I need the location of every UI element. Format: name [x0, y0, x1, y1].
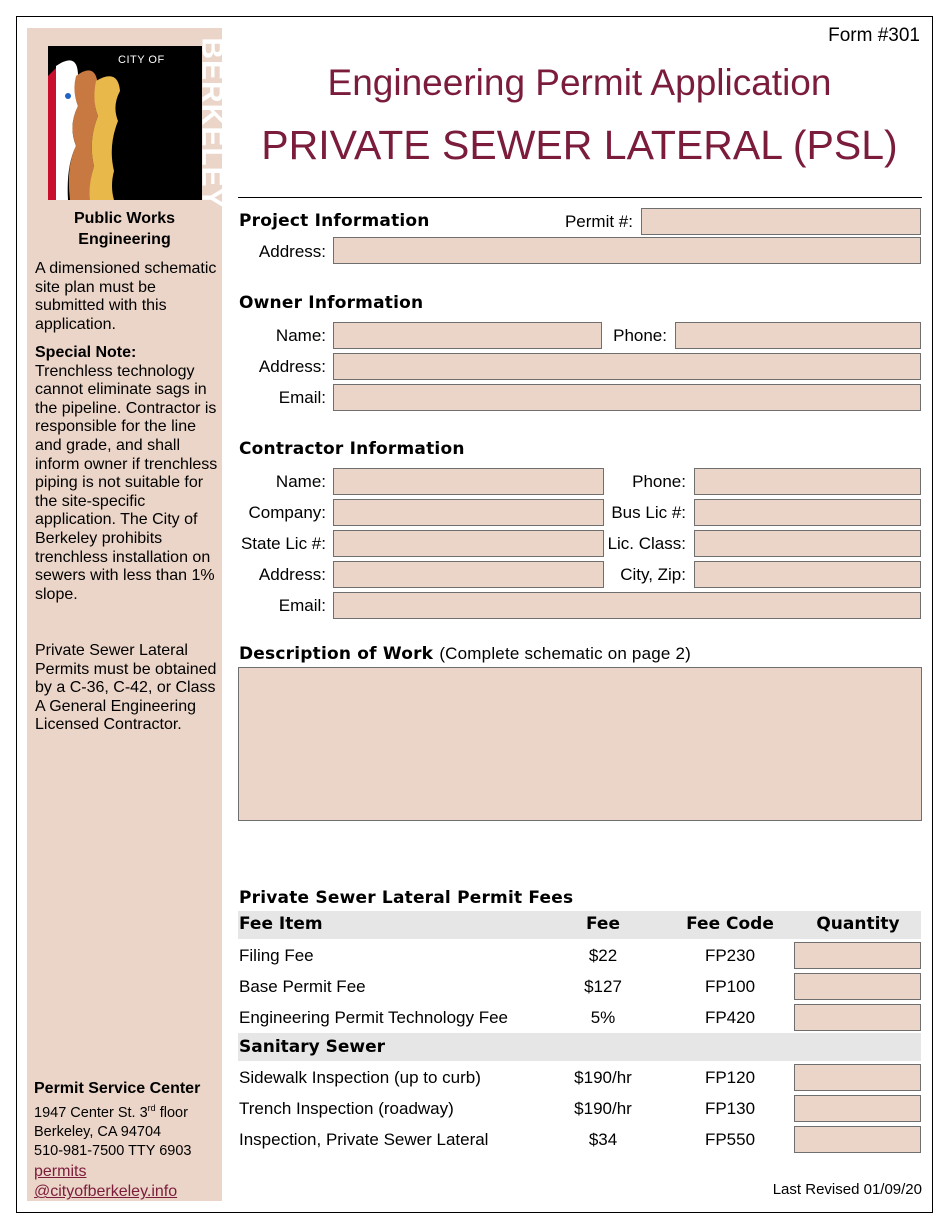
fee-row-code: FP120 — [704, 1068, 756, 1087]
permit-number-field[interactable] — [641, 208, 921, 235]
owner-email-field[interactable] — [333, 384, 921, 411]
division-name: Engineering — [78, 231, 171, 248]
fee-row-code: FP550 — [704, 1130, 756, 1149]
city-zip-field[interactable] — [694, 561, 921, 588]
lic-class-field[interactable] — [694, 530, 921, 557]
col-fee-item: Fee Item — [239, 914, 323, 934]
form-number: Form #301 — [828, 25, 920, 46]
company-label: Company: — [248, 503, 326, 522]
sidebar — [27, 28, 222, 1201]
quantity-field-fp120[interactable] — [794, 1064, 921, 1091]
fee-row-code: FP130 — [704, 1099, 756, 1118]
contractor-phone-label: Phone: — [632, 472, 686, 491]
contractor-email-label: Email: — [278, 596, 326, 615]
quantity-field-fp130[interactable] — [794, 1095, 921, 1122]
psc-email-link[interactable]: permits @cityofberkeley.info — [34, 1162, 178, 1201]
col-quantity: Quantity — [816, 914, 900, 934]
psc-city: Berkeley, CA 94704 — [34, 1123, 162, 1140]
fee-row-item: Inspection, Private Sewer Lateral — [239, 1130, 489, 1149]
fee-row-item: Sidewalk Inspection (up to curb) — [239, 1068, 481, 1087]
bus-lic-field[interactable] — [694, 499, 921, 526]
quantity-field-fp420[interactable] — [794, 1004, 921, 1031]
owner-name-field[interactable] — [333, 322, 602, 349]
owner-email-label: Email: — [278, 388, 326, 407]
state-lic-label: State Lic #: — [240, 534, 326, 553]
description-heading — [239, 644, 691, 664]
description-title: Description of Work — [239, 644, 434, 664]
owner-address-label: Address: — [258, 357, 326, 376]
col-fee: Fee — [586, 914, 620, 934]
page-title: Engineering Permit Application — [327, 62, 832, 103]
fee-row-code: FP230 — [704, 946, 756, 965]
sanitary-sewer-heading: Sanitary Sewer — [239, 1037, 386, 1057]
fee-row-code: FP420 — [704, 1008, 756, 1027]
project-info-heading: Project Information — [239, 211, 430, 231]
special-note-text: Trenchless technology cannot eliminate sags in the pipeline. Contractor is responsible for the line and grade, and shall inform owner if trenchless piping is not suitable for the site-specific application. The City of Berkeley prohibits trenchless installation on sewers with less than 1% slope. — [35, 362, 218, 603]
quantity-field-fp550[interactable] — [794, 1126, 921, 1153]
fee-row-item: Trench Inspection (roadway) — [239, 1099, 454, 1118]
permit-number-label: Permit #: — [564, 212, 633, 231]
contractor-info-heading: Contractor Information — [239, 439, 465, 459]
bus-lic-label: Bus Lic #: — [611, 503, 686, 522]
logo-faces-graphic — [48, 46, 202, 200]
contractor-requirement-note: Private Sewer Lateral Permits must be obtained by a C-36, C-42, or Class A General Engineering Licensed Contractor. — [35, 642, 217, 734]
fee-row-fee: $34 — [588, 1130, 618, 1149]
fee-row-item: Base Permit Fee — [239, 977, 366, 996]
contractor-phone-field[interactable] — [694, 468, 921, 495]
logo-city-of: CITY OF — [118, 54, 165, 66]
fee-row-fee: 5% — [590, 1008, 616, 1027]
last-revised: Last Revised 01/09/20 — [772, 1181, 922, 1198]
lic-class-label: Lic. Class: — [607, 534, 686, 553]
owner-name-label: Name: — [275, 326, 326, 345]
description-textarea[interactable] — [238, 667, 922, 821]
psc-address: 1947 Center St. 3rd floor — [34, 1102, 188, 1121]
city-logo — [48, 37, 229, 209]
contractor-address-label: Address: — [258, 565, 326, 584]
department-name: Public Works — [73, 210, 176, 227]
special-note-label: Special Note: — [35, 344, 137, 361]
fee-row-fee: $190/hr — [574, 1068, 632, 1087]
owner-phone-label: Phone: — [613, 326, 667, 345]
contractor-address-field[interactable] — [333, 561, 604, 588]
col-fee-code: Fee Code — [686, 914, 774, 934]
contractor-email-field[interactable] — [333, 592, 921, 619]
fee-row-fee: $22 — [588, 946, 618, 965]
permit-service-center — [34, 1079, 224, 1203]
quantity-field-fp230[interactable] — [794, 942, 921, 969]
header-divider — [238, 197, 922, 198]
project-address-field[interactable] — [333, 237, 921, 264]
contractor-name-field[interactable] — [333, 468, 604, 495]
quantity-field-fp100[interactable] — [794, 973, 921, 1000]
site-plan-note: A dimensioned schematic site plan must be submitted with this application. — [35, 260, 217, 333]
logo-berkeley: BERKELEY — [195, 37, 229, 209]
company-field[interactable] — [333, 499, 604, 526]
fee-row-item: Filing Fee — [239, 946, 314, 965]
description-hint: (Complete schematic on page 2) — [439, 644, 691, 663]
project-address-label: Address: — [258, 242, 326, 261]
psc-title: Permit Service Center — [34, 1080, 201, 1097]
fee-row-item: Engineering Permit Technology Fee — [239, 1008, 509, 1027]
psc-phone: 510-981-7500 TTY 6903 — [34, 1143, 192, 1160]
contractor-name-label: Name: — [275, 472, 326, 491]
fees-heading: Private Sewer Lateral Permit Fees — [239, 888, 574, 908]
fee-row-code: FP100 — [704, 977, 756, 996]
owner-address-field[interactable] — [333, 353, 921, 380]
owner-phone-field[interactable] — [675, 322, 921, 349]
state-lic-field[interactable] — [333, 530, 604, 557]
fee-row-fee: $127 — [584, 977, 622, 996]
owner-info-heading: Owner Information — [239, 293, 424, 313]
special-note — [35, 344, 220, 604]
fee-row-fee: $190/hr — [574, 1099, 632, 1118]
city-zip-label: City, Zip: — [620, 565, 686, 584]
page-subtitle: PRIVATE SEWER LATERAL (PSL) — [261, 122, 898, 168]
